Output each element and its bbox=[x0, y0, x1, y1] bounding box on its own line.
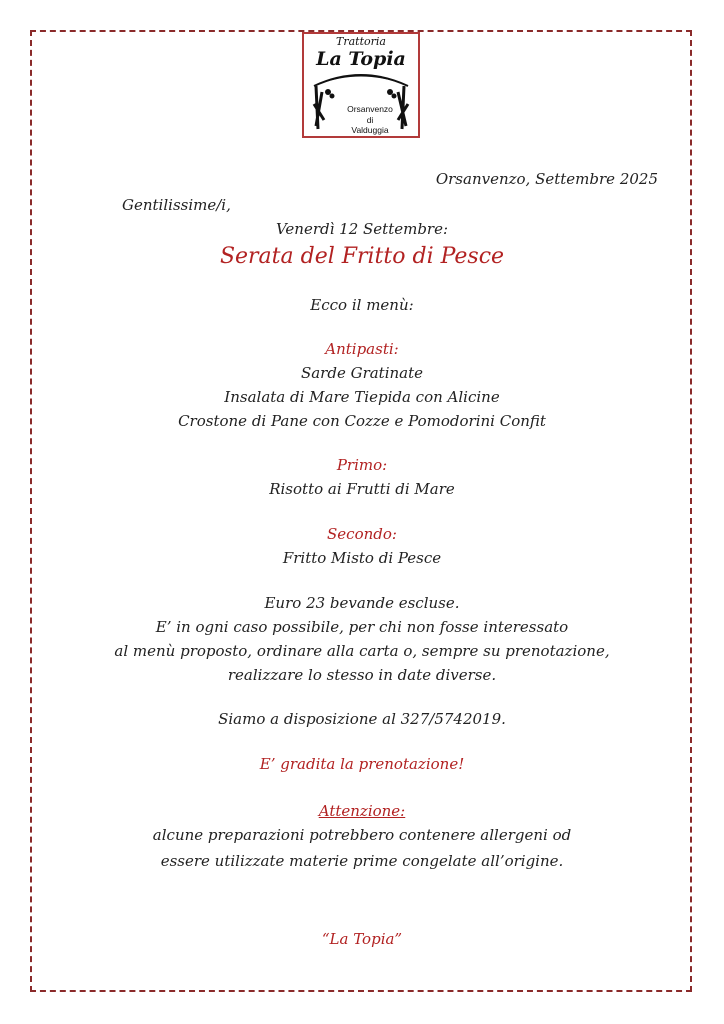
warning-line: essere utilizzate materie prime congelate all’origine. bbox=[160, 852, 564, 870]
signature: “La Topia” bbox=[321, 930, 403, 948]
menu-intro: Ecco il menù: bbox=[310, 296, 414, 314]
logo-location-1: Orsanvenzo bbox=[347, 104, 393, 114]
warning-heading: Attenzione: bbox=[318, 802, 406, 820]
logo-name-text: La Topia bbox=[316, 48, 406, 70]
contact-text: Siamo a disposizione al 327/5742019. bbox=[218, 710, 506, 728]
letter-date: Orsanvenzo, Settembre 2025 bbox=[435, 170, 658, 188]
note-line: al menù proposto, ordinare alla carta o, sempre su prenotazione, bbox=[114, 642, 610, 660]
logo-location-3: Valduggia bbox=[351, 125, 389, 135]
menu-item: Insalata di Mare Tiepida con Alicine bbox=[224, 388, 500, 406]
greeting: Gentilissime/i, bbox=[122, 196, 231, 214]
menu-item: Risotto ai Frutti di Mare bbox=[269, 480, 455, 498]
secondo-heading: Secondo: bbox=[327, 525, 397, 543]
event-date: Venerdì 12 Settembre: bbox=[275, 220, 449, 238]
event-title: Serata del Fritto di Pesce bbox=[219, 244, 505, 269]
primo-heading: Primo: bbox=[336, 456, 388, 474]
price-text: Euro 23 bevande escluse. bbox=[264, 594, 460, 612]
booking-text: E’ gradita la prenotazione! bbox=[259, 755, 465, 773]
menu-item: Fritto Misto di Pesce bbox=[282, 549, 442, 567]
logo-trattoria-text: Trattoria bbox=[336, 35, 386, 48]
restaurant-logo bbox=[302, 32, 420, 138]
antipasti-heading: Antipasti: bbox=[325, 340, 399, 358]
warning-line: alcune preparazioni potrebbero contenere allergeni od bbox=[152, 826, 572, 844]
note-line: E’ in ogni caso possibile, per chi non fosse interessato bbox=[155, 618, 569, 636]
note-line: realizzare lo stesso in date diverse. bbox=[227, 666, 497, 684]
menu-item: Sarde Gratinate bbox=[300, 364, 424, 382]
menu-item: Crostone di Pane con Cozze e Pomodorini Confit bbox=[178, 412, 546, 430]
logo-location-2: di bbox=[366, 115, 374, 125]
